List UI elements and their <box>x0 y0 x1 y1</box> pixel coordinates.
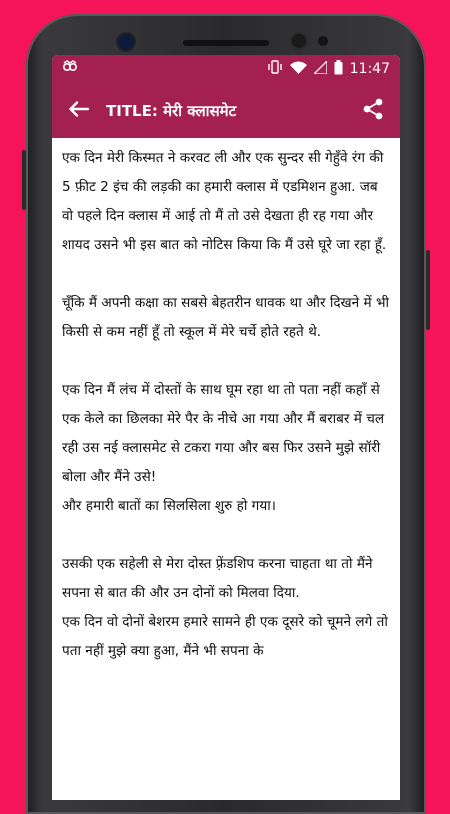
back-button[interactable] <box>64 96 94 126</box>
page-title: TITLE: मेरी क्लासमेट <box>106 101 237 120</box>
signal-icon <box>314 61 327 78</box>
battery-icon <box>334 60 343 79</box>
sensor-icon <box>292 34 306 48</box>
story-paragraph: एक दिन मैं लंच में दोस्तों के साथ घूम रहा था तो पता नहीं कहाँ से एक केले का छिलका मेरे पैर के नीचे आ गया और मैं बराबर में चल रही उस नई क्लासमेट से टकरा गया और बस फिर उसने मुझे सॉरी बोला और मैंने उसे! और हमारी बातों का सिलसिला शुरु हो गया। <box>62 382 385 514</box>
arrow-back-icon <box>69 101 89 121</box>
notification-icon <box>62 60 78 78</box>
status-bar <box>52 55 400 83</box>
share-button[interactable] <box>358 96 388 126</box>
screen <box>52 55 400 800</box>
wifi-icon <box>290 61 307 78</box>
earpiece-speaker <box>183 40 269 46</box>
vibrate-icon <box>267 60 283 78</box>
power-button <box>426 250 430 330</box>
story-content <box>52 138 400 666</box>
app-bar <box>52 83 400 138</box>
story-paragraph: एक दिन मेरी किस्मत ने करवट ली और एक सुन्दर सी गेहुँवे रंग की 5 फ़ीट 2 इंच की लड़की का हमारी क्लास में एडमिशन हुआ. जब वो पहले दिन क्लास में आई तो मैं तो उसे देखता ही रह गया और शायद उसने भी इस बात को नोटिस किया कि मैं उसे घूरे जा रहा हूँ. <box>62 150 387 253</box>
proximity-sensor-icon <box>318 36 328 46</box>
story-paragraph: उसकी एक सहेली से मेरा दोस्त फ़्रेंडशिप करना चाहता था तो मैंने सपना से बात की और उन दोनों को मिलवा दिया. एक दिन वो दोनों बेशरम हमारे सामने ही एक दूसरे को चूमने लगे तो पता नहीं मुझे क्या हुआ, मैंने भी सपना के <box>62 556 388 659</box>
front-camera-icon <box>118 34 134 50</box>
volume-button <box>22 150 26 210</box>
story-paragraph: चूँकि मैं अपनी कक्षा का सबसे बेहतरीन धावक था और दिखने में भी किसी से कम नहीं हूँ तो स्कूल में मेरे चर्चे होते रहते थे. <box>62 295 390 340</box>
share-icon <box>363 98 383 124</box>
status-time: 11:47 <box>349 61 390 77</box>
